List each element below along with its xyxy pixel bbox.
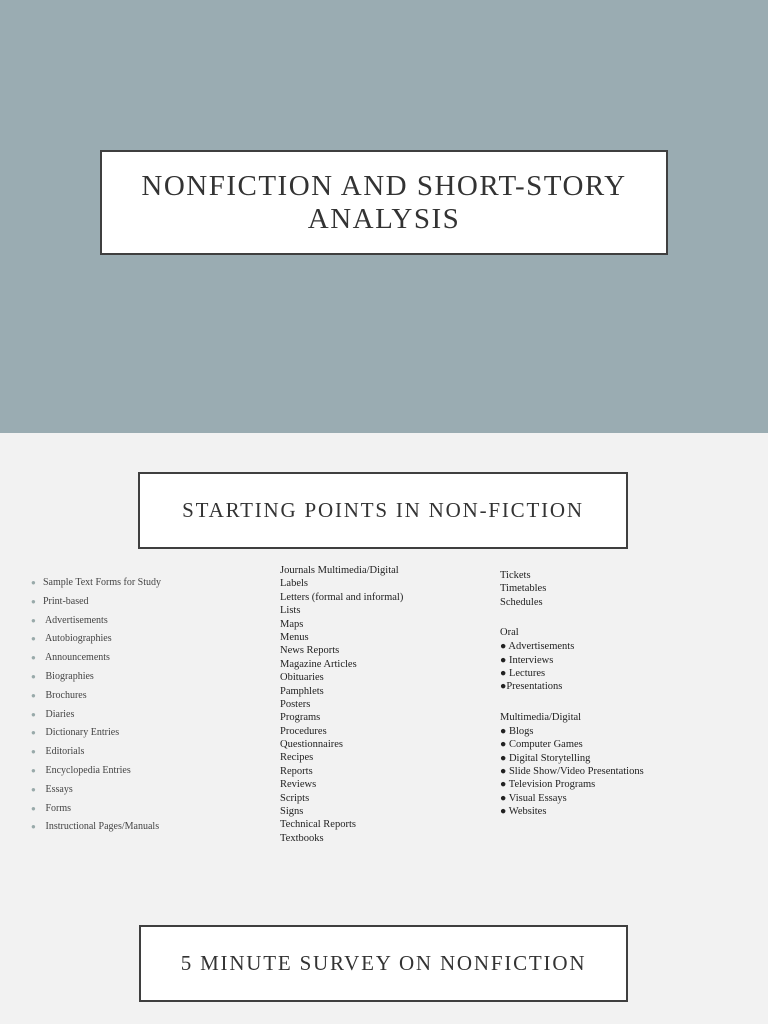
list-item — [280, 711, 403, 724]
list-item — [280, 604, 403, 617]
list-item-text: ● Interviews — [500, 654, 554, 666]
list-item-text: Print-based — [43, 595, 89, 607]
list-item-text: ●Presentations — [500, 681, 563, 693]
list-item-text: ● Television Programs — [500, 779, 596, 791]
list-item-text: Lists — [280, 605, 301, 617]
list-item-text: ● Websites — [500, 806, 547, 818]
list-item-text: Essays — [43, 783, 73, 795]
list-item — [280, 765, 403, 778]
list-item-text: ● Lectures — [500, 667, 546, 679]
list-item — [280, 832, 403, 845]
list-item-text: Encyclopedia Entries — [43, 764, 131, 776]
list-item — [280, 671, 403, 684]
list-item-text: Journals Multimedia/Digital — [280, 565, 399, 576]
list-item — [31, 745, 161, 764]
slide-title: NONFICTION AND SHORT-STORY ANALYSIS — [141, 169, 627, 235]
title-slide — [0, 0, 768, 433]
list-item — [280, 658, 403, 671]
list-item — [500, 765, 644, 778]
list-item — [31, 783, 161, 802]
list-item-text: Technical Reports — [280, 819, 356, 831]
list-item-text: Signs — [280, 806, 304, 818]
list-item-text: ● Visual Essays — [500, 792, 567, 804]
list-item-text: Questionnaires — [280, 739, 343, 751]
list-item — [280, 631, 403, 644]
list-item-text: Editorials — [43, 746, 85, 758]
list-item-text: Advertisements — [43, 614, 108, 626]
list-item — [280, 591, 403, 604]
list-item — [500, 596, 644, 609]
bullet-icon: ● — [31, 596, 36, 606]
list-item — [280, 618, 403, 631]
list-item-text: Dictionary Entries — [43, 727, 120, 739]
multimedia-list — [500, 725, 644, 819]
slide-heading: STARTING POINTS IN NON-FICTION — [182, 498, 584, 522]
list-item — [280, 644, 403, 657]
list-item-text: Diaries — [43, 708, 75, 720]
list-item — [500, 654, 644, 667]
bullet-icon: ● — [31, 653, 36, 663]
list-item-text: Scripts — [280, 792, 310, 804]
list-item-text: Sample Text Forms for Study — [43, 577, 162, 588]
list-item — [31, 708, 161, 727]
list-item-text: Labels — [280, 578, 308, 590]
list-item — [31, 632, 161, 651]
list-item-text: Programs — [280, 712, 321, 724]
oral-title: Oral — [500, 627, 519, 639]
text-forms-list-col2 — [280, 564, 403, 845]
list-item-text: Autobiographies — [43, 633, 112, 645]
bullet-icon: ● — [31, 690, 36, 700]
list-item-text: Instructional Pages/Manuals — [43, 821, 160, 833]
list-item-text: Procedures — [280, 725, 327, 737]
list-item — [280, 725, 403, 738]
bullet-icon: ● — [31, 822, 36, 832]
list-item — [31, 670, 161, 689]
list-item — [31, 576, 161, 595]
list-item — [280, 698, 403, 711]
bullet-icon: ● — [31, 615, 36, 625]
list-item-text: ● Slide Show/Video Presentations — [500, 765, 644, 777]
bullet-icon: ● — [31, 765, 36, 775]
list-item-text: Magazine Articles — [280, 658, 357, 670]
list-item-text: Maps — [280, 618, 304, 630]
list-item-text: Tickets — [500, 570, 531, 581]
list-item — [500, 752, 644, 765]
multimedia-section — [500, 710, 644, 819]
list-item-text: Forms — [43, 802, 72, 814]
list-item — [500, 640, 644, 653]
oral-list — [500, 640, 644, 694]
list-item-text: Schedules — [500, 596, 543, 608]
list-item — [280, 564, 403, 577]
list-item — [500, 792, 644, 805]
content-slide — [0, 433, 768, 1024]
list-item — [31, 726, 161, 745]
list-item — [280, 818, 403, 831]
list-item-text: Recipes — [280, 752, 314, 764]
list-item — [500, 667, 644, 680]
bullet-icon: ● — [31, 728, 36, 738]
list-item-text: Brochures — [43, 689, 87, 701]
list-item — [31, 651, 161, 670]
bullet-icon: ● — [31, 709, 36, 719]
multimedia-title: Multimedia/Digital — [500, 711, 582, 723]
list-item-text: Textbooks — [280, 832, 324, 844]
title-box — [100, 150, 668, 255]
bullet-icon: ● — [31, 634, 36, 644]
bullet-icon: ● — [31, 671, 36, 681]
bullet-icon: ● — [31, 784, 36, 794]
text-forms-list-col1 — [31, 576, 161, 839]
list-item-text: Letters (formal and informal) — [280, 591, 404, 603]
list-item — [280, 577, 403, 590]
list-item — [31, 689, 161, 708]
list-item-text: Posters — [280, 698, 311, 710]
text-forms-list-col3 — [500, 569, 644, 609]
list-item — [500, 778, 644, 791]
list-item — [280, 738, 403, 751]
list-item-text: Reviews — [280, 779, 317, 791]
list-item-text: Announcements — [43, 652, 110, 664]
survey-heading: 5 MINUTE SURVEY ON NONFICTION — [180, 951, 587, 975]
list-item — [280, 805, 403, 818]
list-item-text: ● Digital Storytelling — [500, 752, 591, 764]
list-item-text: Obituaries — [280, 672, 324, 684]
list-item — [280, 751, 403, 764]
list-item — [500, 738, 644, 751]
list-item — [500, 725, 644, 738]
list-item — [500, 805, 644, 818]
list-item — [31, 802, 161, 821]
list-item-text: Timetables — [500, 583, 547, 595]
list-item-text: Pamphlets — [280, 685, 324, 697]
list-item-text: ● Computer Games — [500, 739, 583, 751]
list-item-text: News Reports — [280, 645, 340, 657]
list-item — [31, 614, 161, 633]
bullet-icon: ● — [31, 578, 36, 587]
survey-heading-box — [139, 925, 628, 1002]
list-item-text: ● Blogs — [500, 725, 534, 737]
list-item — [500, 569, 644, 582]
list-item — [280, 792, 403, 805]
list-item-text: Menus — [280, 631, 309, 643]
list-item — [31, 820, 161, 839]
list-item — [500, 582, 644, 595]
list-item — [500, 680, 644, 693]
list-item — [280, 685, 403, 698]
heading-box — [138, 472, 628, 549]
list-item-text: Reports — [280, 765, 313, 777]
oral-section — [500, 625, 644, 694]
list-item-text: ● Advertisements — [500, 641, 575, 653]
bullet-icon: ● — [31, 747, 36, 757]
bullet-icon: ● — [31, 803, 36, 813]
list-item — [31, 595, 161, 614]
list-item — [280, 778, 403, 791]
list-item-text: Biographies — [43, 670, 94, 682]
list-item — [31, 764, 161, 783]
text-forms-col3 — [500, 569, 644, 818]
